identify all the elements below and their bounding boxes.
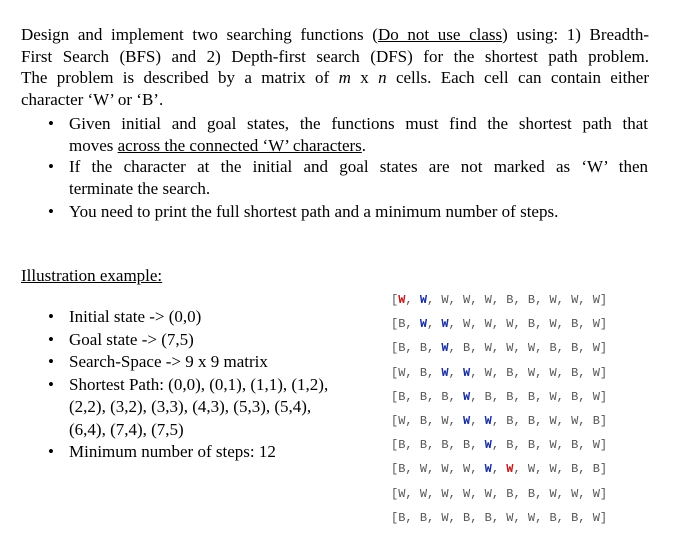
matrix-cell: B bbox=[527, 486, 536, 501]
matrix-row: [B, B, B, B, W, B, B, W, B, W] bbox=[391, 438, 608, 453]
matrix-cell: B bbox=[463, 341, 471, 356]
matrix-cell: W bbox=[527, 510, 536, 525]
matrix-cell: W bbox=[592, 486, 600, 501]
bullet-icon: • bbox=[48, 157, 54, 176]
matrix-cell: B bbox=[571, 389, 579, 404]
matrix-cell: W bbox=[592, 510, 600, 525]
matrix-cell: W bbox=[506, 341, 514, 356]
matrix-cell: B bbox=[571, 365, 579, 380]
illustration-heading: Illustration example: bbox=[21, 266, 163, 285]
example-item: • Shortest Path: (0,0), (0,1), (1,1), (1,2), (2,2), (3,2), (3,3), (4,3), (5,3), (5,4), (6,4), (7,4), (7,5) bbox=[48, 374, 329, 439]
matrix-cell: W bbox=[441, 486, 449, 501]
matrix-row: [B, B, B, W, B, B, B, W, B, W] bbox=[391, 389, 608, 404]
matrix-cell: B bbox=[527, 293, 536, 307]
matrix-cell: B bbox=[441, 389, 449, 404]
matrix-cell: B bbox=[592, 462, 600, 477]
bullet-icon: • bbox=[48, 374, 54, 394]
matrix-cell: W bbox=[592, 293, 600, 307]
matrix-row: [W, W, W, W, W, B, B, W, W, W] bbox=[391, 293, 608, 307]
matrix-cell: B bbox=[506, 389, 514, 404]
matrix-cell: B bbox=[398, 438, 406, 453]
matrix-cell: W bbox=[527, 365, 536, 380]
matrix-cell: W bbox=[549, 462, 557, 477]
matrix-cell: B bbox=[571, 438, 579, 453]
matrix-cell: W bbox=[419, 293, 428, 307]
matrix-cell: B bbox=[419, 510, 428, 525]
grid-matrix bbox=[391, 288, 607, 530]
matrix-cell: B bbox=[419, 341, 428, 356]
intro-line-3: The problem is described by a matrix of m x n cells. Each cell can contain either bbox=[21, 68, 650, 87]
matrix-cell: W bbox=[484, 413, 492, 428]
matrix-cell: W bbox=[484, 486, 492, 501]
matrix-cell: W bbox=[484, 462, 492, 477]
matrix-cell: W bbox=[463, 365, 471, 380]
matrix-cell: B bbox=[398, 510, 406, 525]
bullet-icon: • bbox=[48, 114, 54, 133]
bullet-icon: • bbox=[48, 442, 54, 461]
matrix-cell: B bbox=[571, 317, 579, 332]
matrix-cell: W bbox=[592, 438, 600, 453]
matrix-cell: W bbox=[463, 462, 471, 477]
matrix-row: [B, B, W, B, B, W, W, B, B, W] bbox=[391, 510, 608, 525]
matrix-row: [B, B, W, B, W, W, W, B, B, W] bbox=[391, 341, 608, 356]
matrix-cell: W bbox=[549, 389, 557, 404]
matrix-cell: W bbox=[463, 486, 471, 501]
matrix-cell: B bbox=[549, 510, 557, 525]
matrix-cell: W bbox=[463, 389, 471, 404]
matrix-cell: W bbox=[527, 341, 536, 356]
matrix-cell: W bbox=[419, 462, 428, 477]
matrix-cell: B bbox=[571, 510, 579, 525]
matrix-cell: B bbox=[549, 341, 557, 356]
matrix-cell: W bbox=[441, 462, 449, 477]
example-item: • Goal state -> (7,5) bbox=[48, 329, 368, 352]
matrix-cell: B bbox=[592, 413, 600, 428]
bullet-icon: • bbox=[48, 202, 54, 221]
bullet-icon: • bbox=[48, 307, 54, 326]
problem-statement bbox=[21, 24, 649, 110]
matrix-cell: B bbox=[419, 389, 428, 404]
matrix-cell: B bbox=[571, 341, 579, 356]
matrix-cell: W bbox=[441, 510, 449, 525]
matrix-cell: W bbox=[571, 486, 579, 501]
intro-line-2: First Search (BFS) and 2) Depth-first search (DFS) for the shortest path problem. bbox=[21, 46, 649, 66]
matrix-cell: B bbox=[419, 438, 428, 453]
matrix-cell: W bbox=[441, 317, 449, 332]
matrix-cell: W bbox=[549, 486, 557, 501]
matrix-cell: W bbox=[463, 293, 471, 307]
matrix-cell: W bbox=[527, 462, 536, 477]
matrix-cell: B bbox=[571, 462, 579, 477]
matrix-cell: W bbox=[419, 317, 428, 332]
matrix-row: [B, W, W, W, W, W, W, W, B, B] bbox=[391, 462, 608, 477]
bullet-icon: • bbox=[48, 352, 54, 371]
matrix-cell: B bbox=[398, 389, 406, 404]
intro-line-1: Design and implement two searching functions (Do not use class) using: 1) Breadth- bbox=[21, 25, 650, 44]
matrix-cell: B bbox=[527, 317, 536, 332]
matrix-cell: W bbox=[549, 365, 557, 380]
matrix-cell: W bbox=[441, 293, 449, 307]
matrix-cell: W bbox=[506, 510, 514, 525]
no-class-note: Do not use class bbox=[377, 25, 503, 44]
matrix-cell: W bbox=[592, 341, 600, 356]
matrix-cell: W bbox=[549, 293, 557, 307]
matrix-cell: W bbox=[441, 413, 449, 428]
matrix-cell: W bbox=[398, 293, 406, 307]
requirements-list bbox=[48, 113, 648, 223]
matrix-cell: W bbox=[549, 317, 557, 332]
matrix-cell: W bbox=[571, 293, 579, 307]
requirement-item: • Given initial and goal states, the functions must find the shortest path that moves across the connected ‘W’ characters. bbox=[48, 114, 648, 155]
matrix-cell: W bbox=[592, 365, 600, 380]
matrix-cell: W bbox=[484, 317, 492, 332]
matrix-cell: B bbox=[506, 293, 514, 307]
matrix-row: [W, B, W, W, W, B, W, W, B, W] bbox=[391, 365, 608, 380]
matrix-cell: B bbox=[506, 486, 514, 501]
requirement-item: • If the character at the initial and goal states are not marked as ‘W’ then terminate the search. bbox=[48, 157, 648, 198]
matrix-cell: W bbox=[571, 413, 579, 428]
matrix-cell: W bbox=[506, 317, 514, 332]
matrix-cell: B bbox=[398, 462, 406, 477]
matrix-cell: W bbox=[441, 341, 449, 356]
matrix-cell: B bbox=[484, 389, 492, 404]
matrix-cell: B bbox=[441, 438, 449, 453]
matrix-cell: W bbox=[484, 365, 492, 380]
example-item: • Initial state -> (0,0) bbox=[48, 306, 368, 329]
bullet-icon: • bbox=[48, 329, 54, 349]
example-list bbox=[48, 306, 368, 464]
matrix-cell: W bbox=[506, 462, 514, 477]
matrix-cell: B bbox=[463, 510, 471, 525]
matrix-cell: B bbox=[484, 510, 492, 525]
matrix-cell: B bbox=[398, 317, 406, 332]
matrix-cell: W bbox=[592, 317, 600, 332]
matrix-cell: W bbox=[398, 365, 406, 380]
matrix-cell: W bbox=[441, 365, 449, 380]
matrix-cell: B bbox=[527, 438, 536, 453]
matrix-cell: W bbox=[398, 413, 406, 428]
matrix-row: [W, B, W, W, W, B, B, W, W, B] bbox=[391, 413, 608, 428]
matrix-cell: B bbox=[419, 365, 428, 380]
matrix-cell: B bbox=[398, 341, 406, 356]
matrix-cell: B bbox=[506, 413, 514, 428]
matrix-cell: B bbox=[527, 389, 536, 404]
requirement-item: • You need to print the full shortest path and a minimum number of steps. bbox=[48, 202, 559, 221]
matrix-cell: W bbox=[484, 438, 492, 453]
matrix-cell: B bbox=[419, 413, 428, 428]
matrix-row: [B, W, W, W, W, W, B, W, B, W] bbox=[391, 317, 608, 332]
matrix-cell: W bbox=[484, 293, 492, 307]
matrix-cell: W bbox=[549, 438, 557, 453]
matrix-cell: B bbox=[506, 438, 514, 453]
matrix-cell: W bbox=[592, 389, 600, 404]
matrix-cell: W bbox=[398, 486, 406, 501]
example-item: • Minimum number of steps: 12 bbox=[48, 441, 368, 464]
matrix-cell: W bbox=[484, 341, 492, 356]
matrix-cell: W bbox=[463, 413, 471, 428]
matrix-row: [W, W, W, W, W, B, B, W, W, W] bbox=[391, 486, 608, 501]
intro-line-4: character ‘W’ or ‘B’. bbox=[21, 89, 164, 109]
example-item: • Search-Space -> 9 x 9 matrix bbox=[48, 351, 368, 374]
matrix-cell: W bbox=[463, 317, 471, 332]
matrix-cell: W bbox=[549, 413, 557, 428]
matrix-cell: B bbox=[506, 365, 514, 380]
matrix-cell: B bbox=[527, 413, 536, 428]
matrix-cell: B bbox=[463, 438, 471, 453]
matrix-cell: W bbox=[419, 486, 428, 501]
